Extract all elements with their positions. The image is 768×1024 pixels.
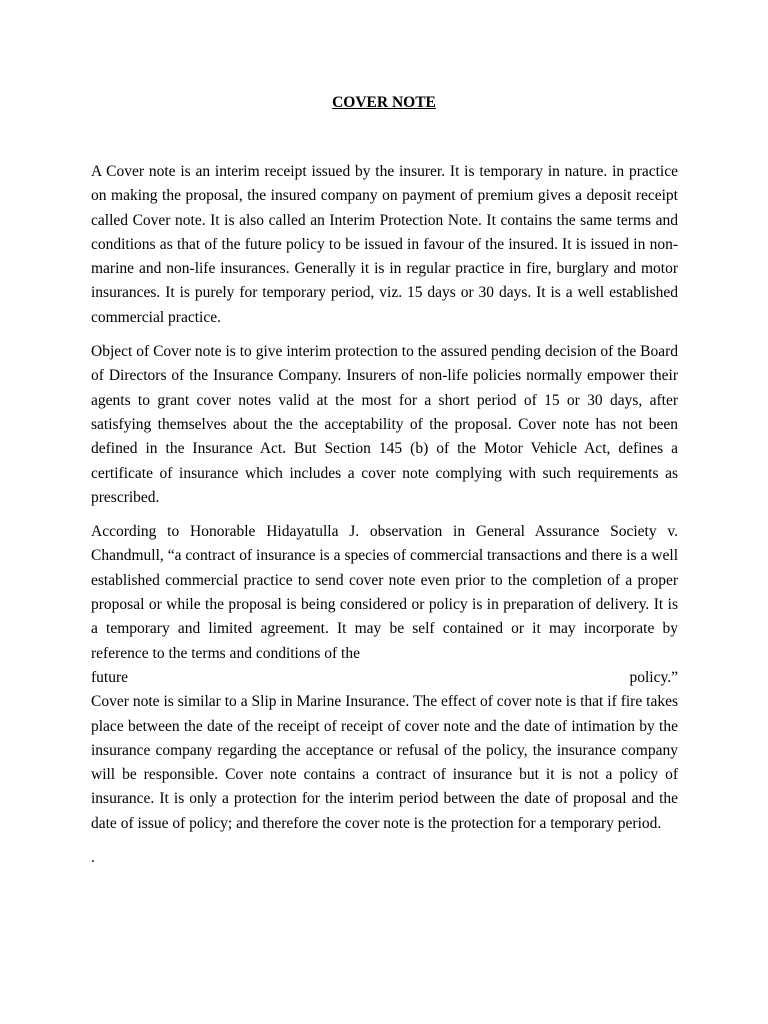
document-body bbox=[91, 160, 678, 870]
trailing-mark: . bbox=[91, 849, 95, 867]
document-title: COVER NOTE bbox=[332, 94, 436, 111]
paragraph-2: Object of Cover note is to give interim protection to the assured pending decision of the Board of Directors of the Insurance Company. Insurers of non-life policies normally empower their agents to grant cover notes valid at the most for a short period of 15 or 30 days, after satisfying themselves about the the acceptability of the proposal. Cover note has not been defined in the Insurance Act. But Section 145 (b) of the Motor Vehicle Act, defines a certificate of insurance which includes a cover note complying with such requirements as prescribed. bbox=[91, 343, 678, 506]
paragraph-3-last-left: future bbox=[91, 668, 129, 686]
paragraph-1: A Cover note is an interim receipt issued by the insurer. It is temporary in nature. in practice on making the proposal, the insured company on payment of premium gives a deposit receipt called Cover note. It is also called an Interim Protection Note. It contains the same terms and conditions as that of the future policy to be issued in favour of the insured. It is issued in non-marine and non-life insurances. Generally it is in regular practice in fire, burglary and motor insurances. It is purely for temporary period, viz. 15 days or 30 days. It is a well established commercial practice. bbox=[91, 163, 678, 326]
paragraph-3-last-line bbox=[91, 666, 678, 690]
paragraph-3: According to Honorable Hidayatulla J. observation in General Assurance Society v. Chandmull, “a contract of insurance is a species of commercial transactions and there is a well established commercial practice to send cover note even prior to the completion of a proper proposal or while the proposal is being considered or policy is in preparation of delivery. It is a temporary and limited agreement. It may be self contained or it may incorporate by reference to the terms and conditions of the bbox=[91, 523, 678, 662]
paragraph-4: Cover note is similar to a Slip in Marine Insurance. The effect of cover note is that if fire takes place between the date of the receipt of receipt of cover note and the date of intimation by the insurance company regarding the acceptance or refusal of the policy, the insurance company will be responsible. Cover note contains a contract of insurance but it is not a policy of insurance. It is only a protection for the interim period between the date of proposal and the date of issue of policy; and therefore the cover note is the protection for a temporary period. bbox=[91, 693, 678, 832]
paragraph-3-last-right: policy.” bbox=[629, 668, 678, 686]
